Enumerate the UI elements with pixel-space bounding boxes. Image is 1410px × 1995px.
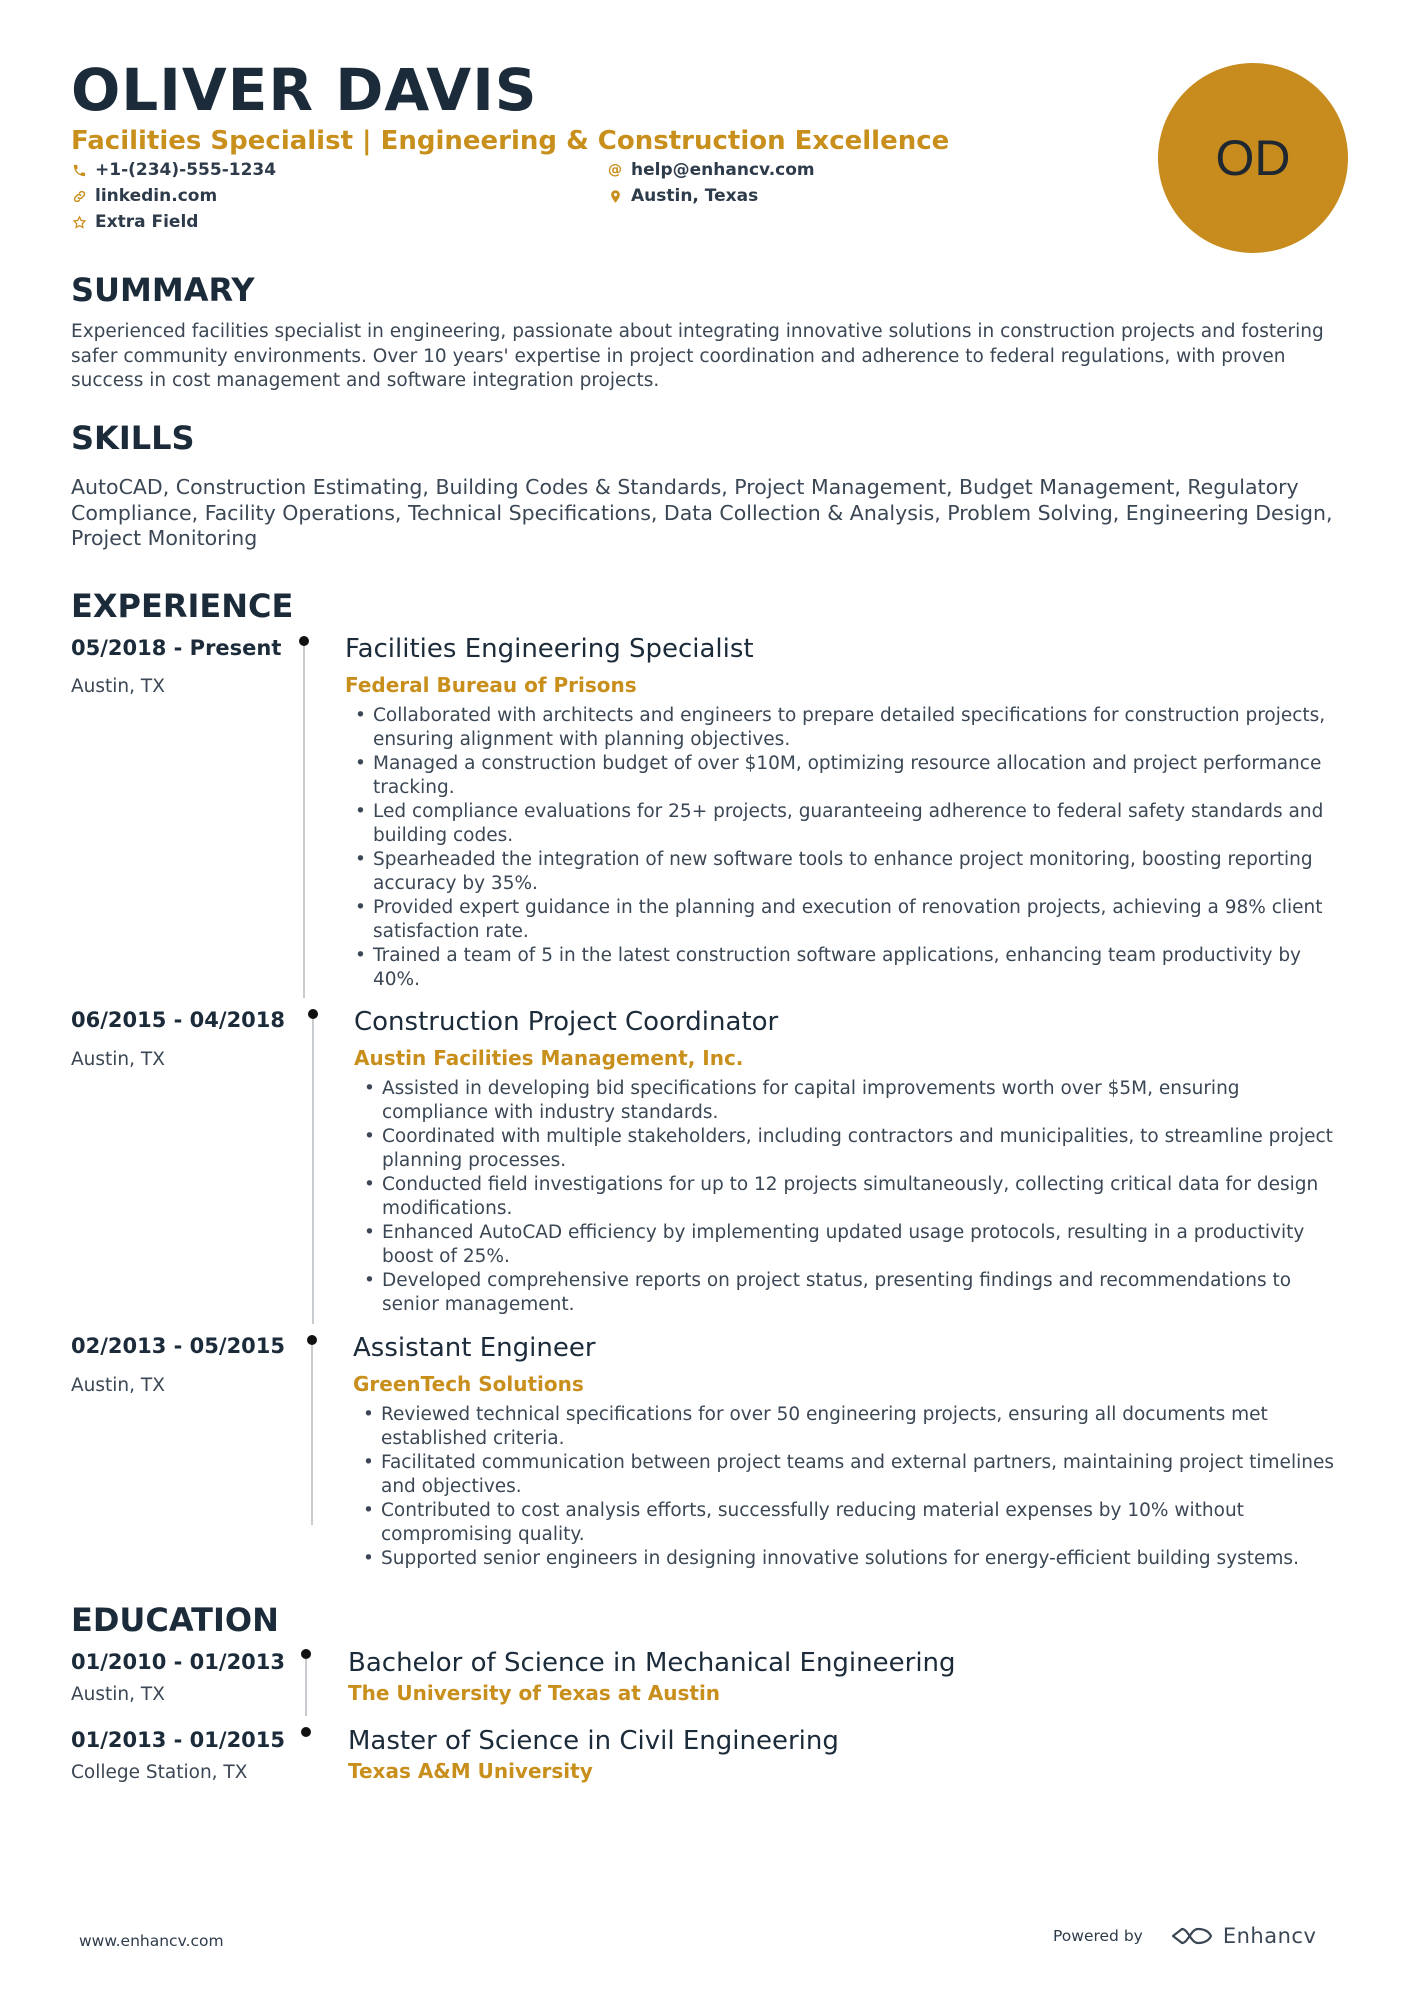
contact-linkedin-text: linkedin.com [95, 186, 218, 206]
experience-org: GreenTech Solutions [353, 1372, 584, 1396]
enhancv-logo-icon [1169, 1924, 1215, 1948]
candidate-name: OLIVER DAVIS [71, 56, 538, 124]
contact-extra [71, 211, 198, 233]
bullet-item: • Coordinated with multiple stakeholders, including contractors and municipalities, to streamline project planning processes. [356, 1125, 1346, 1173]
contact-extra-text: Extra Field [95, 212, 199, 232]
skills-text: AutoCAD, Construction Estimating, Building Codes & Standards, Project Management, Budget Management, Regulatory Compliance, Facility Operations, Technical Specifications, Data Collection & Analysis, Problem Solving, Engineering Design, Project Monitoring [71, 475, 1333, 550]
timeline-line [312, 1019, 314, 1324]
experience-bullets [355, 1403, 1345, 1571]
education-degree: Master of Science in Civil Engineering [348, 1726, 839, 1756]
experience-date: 06/2015 - 04/2018 [71, 1008, 286, 1032]
timeline-dot [307, 1335, 317, 1345]
experience-title: EXPERIENCE [71, 587, 294, 625]
candidate-headline: Facilities Specialist | Engineering & Construction Excellence [71, 126, 950, 156]
experience-location: Austin, TX [71, 1375, 165, 1396]
contact-email-text: help@enhancv.com [631, 160, 815, 180]
enhancv-brand-name: Enhancv [1222, 1924, 1317, 1948]
experience-role: Construction Project Coordinator [354, 1007, 779, 1037]
map-pin-icon [607, 188, 623, 204]
bullet-item: • Reviewed technical specifications for over 50 engineering projects, ensuring all documents met established criteria. [355, 1403, 1345, 1451]
avatar [1158, 63, 1348, 253]
experience-role: Facilities Engineering Specialist [345, 634, 754, 664]
experience-location: Austin, TX [71, 1049, 165, 1070]
timeline-dot [301, 1649, 311, 1659]
bullet-item: • Collaborated with architects and engineers to prepare detailed specifications for construction projects, ensuring alignment with planning objectives. [347, 704, 1347, 752]
education-title: EDUCATION [71, 1601, 279, 1639]
bullet-item: • Spearheaded the integration of new software tools to enhance project monitoring, boosting reporting accuracy by 35%. [347, 848, 1347, 896]
star-icon [71, 214, 87, 230]
bullet-item: • Enhanced AutoCAD efficiency by implementing updated usage protocols, resulting in a productivity boost of 25%. [356, 1221, 1346, 1269]
bullet-item: • Managed a construction budget of over $10M, optimizing resource allocation and project performance tracking. [347, 752, 1347, 800]
timeline-line [305, 1659, 307, 1716]
bullet-item: • Conducted field investigations for up to 12 projects simultaneously, collecting critical data for design modifications. [356, 1173, 1346, 1221]
bullet-item: • Contributed to cost analysis efforts, successfully reducing material expenses by 10% without compromising quality. [355, 1499, 1345, 1547]
at-sign-icon: @ [608, 162, 622, 178]
experience-org: Federal Bureau of Prisons [345, 673, 637, 697]
experience-role: Assistant Engineer [353, 1333, 596, 1363]
experience-bullets [356, 1077, 1346, 1317]
education-school: The University of Texas at Austin [348, 1681, 721, 1705]
experience-date: 02/2013 - 05/2015 [71, 1334, 286, 1358]
skills-title: SKILLS [71, 419, 195, 457]
timeline-line [311, 1345, 313, 1525]
summary-text: Experienced facilities specialist in engineering, passionate about integrating innovative solutions in construction projects and fostering safer community environments. Over 10 years' expertise in project coordination and adherence to federal regulations, with proven success in cost management and software integration projects. [71, 321, 1324, 391]
phone-icon [71, 162, 87, 178]
avatar-initials: OD [1215, 130, 1291, 186]
timeline-dot [301, 1727, 311, 1737]
timeline-dot [299, 636, 309, 646]
contact-linkedin[interactable] [71, 185, 217, 207]
experience-bullets [347, 704, 1347, 992]
powered-by-label: Powered by [1053, 1927, 1143, 1945]
footer-branding[interactable] [1053, 1924, 1316, 1948]
link-icon [71, 188, 87, 204]
bullet-item: • Supported senior engineers in designing innovative solutions for energy-efficient building systems. [355, 1547, 1345, 1571]
experience-location: Austin, TX [71, 676, 165, 697]
bullet-item: • Trained a team of 5 in the latest construction software applications, enhancing team productivity by 40%. [347, 944, 1347, 992]
footer-website[interactable]: www.enhancv.com [79, 1932, 224, 1950]
contact-email[interactable] [607, 159, 815, 181]
bullet-item: • Assisted in developing bid specifications for capital improvements worth over $5M, ensuring compliance with industry standards. [356, 1077, 1346, 1125]
summary-title: SUMMARY [71, 271, 255, 309]
education-location: College Station, TX [71, 1762, 248, 1783]
contact-phone-text: +1-(234)-555-1234 [95, 160, 277, 180]
bullet-item: • Led compliance evaluations for 25+ projects, guaranteeing adherence to federal safety standards and building codes. [347, 800, 1347, 848]
bullet-item: • Provided expert guidance in the planning and execution of renovation projects, achieving a 98% client satisfaction rate. [347, 896, 1347, 944]
bullet-item: • Developed comprehensive reports on project status, presenting findings and recommendations to senior management. [356, 1269, 1346, 1317]
education-location: Austin, TX [71, 1684, 165, 1705]
timeline-dot [308, 1009, 318, 1019]
education-school: Texas A&M University [348, 1759, 593, 1783]
education-date: 01/2013 - 01/2015 [71, 1728, 286, 1752]
education-degree: Bachelor of Science in Mechanical Engineering [348, 1648, 956, 1678]
experience-date: 05/2018 - Present [71, 636, 282, 660]
contact-location [607, 185, 758, 207]
education-date: 01/2010 - 01/2013 [71, 1650, 286, 1674]
enhancv-logo [1169, 1924, 1317, 1948]
bullet-item: • Facilitated communication between project teams and external partners, maintaining project timelines and objectives. [355, 1451, 1345, 1499]
timeline-line [303, 646, 305, 998]
experience-org: Austin Facilities Management, Inc. [354, 1046, 744, 1070]
contact-phone[interactable] [71, 159, 276, 181]
contact-location-text: Austin, Texas [631, 186, 759, 206]
